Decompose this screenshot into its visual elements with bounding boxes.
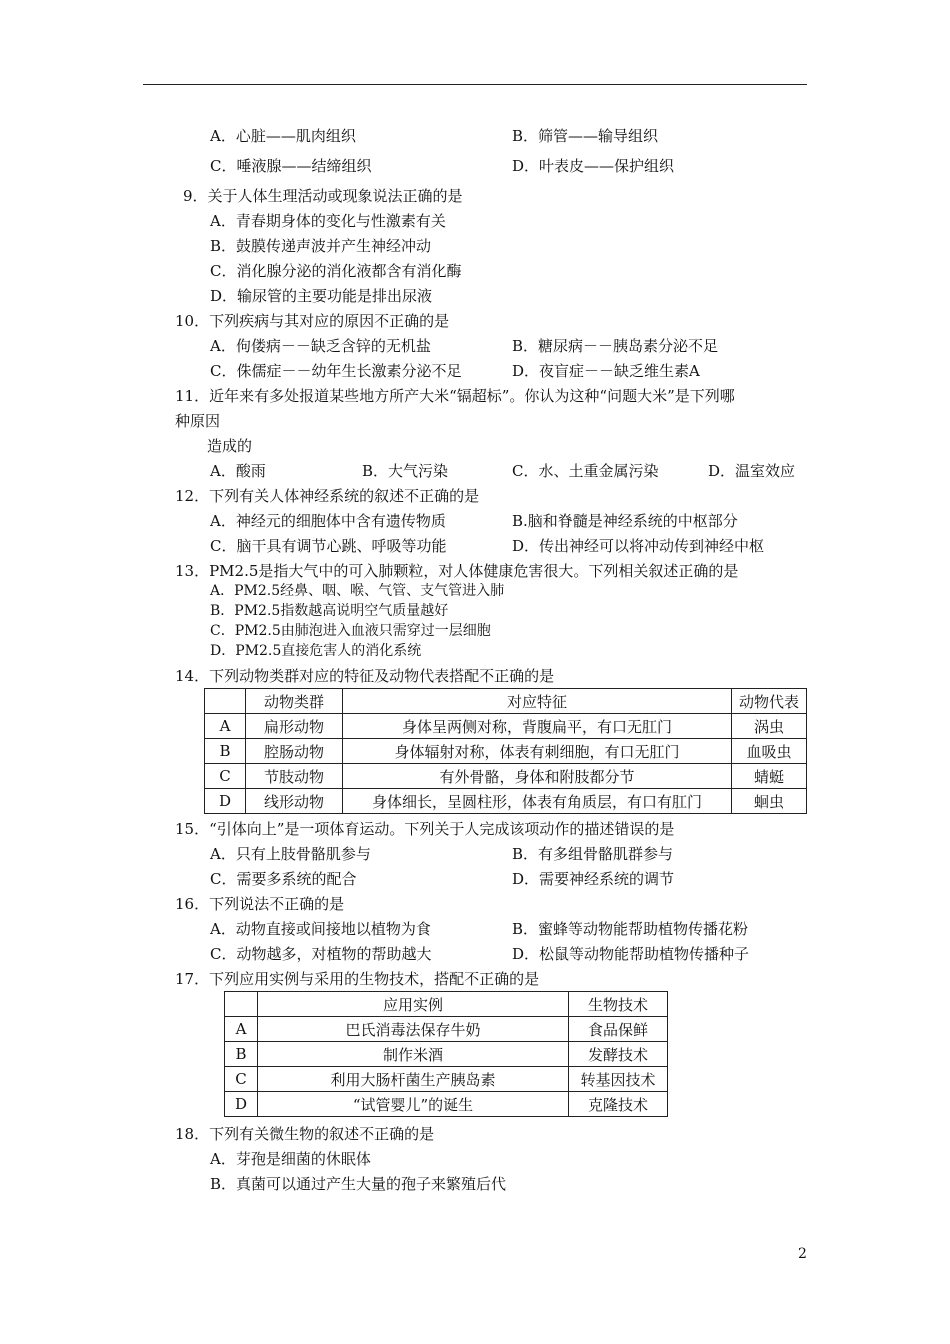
- table-row: [225, 1067, 668, 1092]
- q9-option-d: D．输尿管的主要功能是排出尿液: [210, 287, 433, 305]
- table-row: [205, 789, 807, 814]
- table-header-cell: 动物类群: [246, 689, 343, 714]
- q10-option-d: D．夜盲症－－缺乏维生素A: [512, 362, 700, 380]
- q15-option-b: B．有多组骨骼肌群参与: [512, 845, 674, 863]
- table-cell: C: [205, 764, 246, 789]
- q8-option-b: B．筛管——输导组织: [512, 127, 659, 145]
- table-header-cell: 应用实例: [258, 992, 569, 1017]
- q16-stem: 16．下列说法不正确的是: [175, 895, 345, 913]
- table-header-cell: [225, 992, 258, 1017]
- table-row: [205, 739, 807, 764]
- q13-option-c: C．PM2.5由肺泡进入血液只需穿过一层细胞: [210, 623, 491, 639]
- table-cell: 有外骨骼，身体和附肢都分节: [343, 764, 732, 789]
- q12-option-b: B.脑和脊髓是神经系统的中枢部分: [512, 512, 738, 530]
- q18-option-b: B．真菌可以通过产生大量的孢子来繁殖后代: [210, 1175, 507, 1193]
- table-cell: 血吸虫: [732, 739, 807, 764]
- table-cell: 线形动物: [246, 789, 343, 814]
- table-row: [205, 764, 807, 789]
- q15-stem: 15．“引体向上”是一项体育运动。下列关于人完成该项动作的描述错误的是: [175, 820, 675, 838]
- q9-option-a: A．青春期身体的变化与性激素有关: [210, 212, 446, 230]
- q13-option-a: A．PM2.5经鼻、咽、喉、气管、支气管进入肺: [210, 583, 505, 599]
- q11-stem-line3: 造成的: [207, 437, 253, 455]
- table-cell: 蜻蜓: [732, 764, 807, 789]
- q12-option-d: D．传出神经可以将冲动传到神经中枢: [512, 537, 765, 555]
- q18-stem: 18．下列有关微生物的叙述不正确的是: [175, 1125, 435, 1143]
- q17-table: [224, 991, 668, 1117]
- header-rule: [143, 84, 807, 85]
- q16-option-d: D．松鼠等动物能帮助植物传播种子: [512, 945, 750, 963]
- table-cell: A: [225, 1017, 258, 1042]
- table-cell: 腔肠动物: [246, 739, 343, 764]
- table-cell: 食品保鲜: [569, 1017, 668, 1042]
- q8-option-a: A．心脏——肌肉组织: [210, 127, 356, 145]
- q18-option-a: A．芽孢是细菌的休眠体: [210, 1150, 371, 1168]
- table-cell: 涡虫: [732, 714, 807, 739]
- table-row: [225, 1092, 668, 1117]
- table-row: [205, 714, 807, 739]
- table-header-row: [205, 689, 807, 714]
- q14-table: [204, 688, 807, 814]
- table-header-cell: 对应特征: [343, 689, 732, 714]
- table-cell: D: [225, 1092, 258, 1117]
- table-cell: 身体辐射对称，体表有刺细胞，有口无肛门: [343, 739, 732, 764]
- q10-option-c: C．侏儒症－－幼年生长激素分泌不足: [210, 362, 462, 380]
- table-header-cell: 生物技术: [569, 992, 668, 1017]
- q10-option-a: A．佝偻病－－缺乏含锌的无机盐: [210, 337, 431, 355]
- table-cell: B: [225, 1042, 258, 1067]
- q12-option-c: C．脑干具有调节心跳、呼吸等功能: [210, 537, 447, 555]
- table-cell: “试管婴儿”的诞生: [258, 1092, 569, 1117]
- table-row: [225, 1017, 668, 1042]
- table-cell: 巴氏消毒法保存牛奶: [258, 1017, 569, 1042]
- q15-option-a: A．只有上肢骨骼肌参与: [210, 845, 371, 863]
- q16-option-a: A．动物直接或间接地以植物为食: [210, 920, 431, 938]
- table-cell: 转基因技术: [569, 1067, 668, 1092]
- q11-stem-line1: 11．近年来有多处报道某些地方所产大米“镉超标”。你认为这种“问题大米”是下列哪: [175, 387, 735, 405]
- table-cell: 蛔虫: [732, 789, 807, 814]
- q10-option-b: B．糖尿病－－胰岛素分泌不足: [512, 337, 719, 355]
- q11-option-d: D．温室效应: [708, 462, 796, 480]
- table-cell: 制作米酒: [258, 1042, 569, 1067]
- q13-option-d: D．PM2.5直接危害人的消化系统: [210, 643, 422, 659]
- table-cell: A: [205, 714, 246, 739]
- q15-option-c: C．需要多系统的配合: [210, 870, 357, 888]
- table-header-cell: [205, 689, 246, 714]
- q16-option-c: C．动物越多，对植物的帮助越大: [210, 945, 432, 963]
- table-cell: B: [205, 739, 246, 764]
- q15-option-d: D．需要神经系统的调节: [512, 870, 675, 888]
- table-cell: 节肢动物: [246, 764, 343, 789]
- q16-option-b: B．蜜蜂等动物能帮助植物传播花粉: [512, 920, 749, 938]
- q9-option-b: B．鼓膜传递声波并产生神经冲动: [210, 237, 432, 255]
- table-cell: 身体呈两侧对称，背腹扁平，有口无肛门: [343, 714, 732, 739]
- q10-stem: 10．下列疾病与其对应的原因不正确的是: [175, 312, 450, 330]
- q8-option-c: C．唾液腺——结缔组织: [210, 157, 372, 175]
- q13-stem: 13．PM2.5是指大气中的可入肺颗粒，对人体健康危害很大。下列相关叙述正确的是: [175, 562, 739, 580]
- table-cell: 发酵技术: [569, 1042, 668, 1067]
- table-cell: 身体细长，呈圆柱形，体表有角质层，有口有肛门: [343, 789, 732, 814]
- q14-stem: 14．下列动物类群对应的特征及动物代表搭配不正确的是: [175, 667, 555, 685]
- q11-option-c: C．水、土重金属污染: [512, 462, 659, 480]
- table-header-row: [225, 992, 668, 1017]
- q8-option-d: D．叶表皮——保护组织: [512, 157, 675, 175]
- table-cell: C: [225, 1067, 258, 1092]
- q17-stem: 17．下列应用实例与采用的生物技术，搭配不正确的是: [175, 970, 540, 988]
- q12-stem: 12．下列有关人体神经系统的叙述不正确的是: [175, 487, 480, 505]
- page-number: 2: [798, 1246, 807, 1262]
- table-cell: 利用大肠杆菌生产胰岛素: [258, 1067, 569, 1092]
- table-header-cell: 动物代表: [732, 689, 807, 714]
- table-cell: 扁形动物: [246, 714, 343, 739]
- q9-stem: 9．关于人体生理活动或现象说法正确的是: [183, 187, 463, 205]
- q11-option-b: B．大气污染: [362, 462, 449, 480]
- q12-option-a: A．神经元的细胞体中含有遗传物质: [210, 512, 446, 530]
- q11-stem-line2: 种原因: [175, 412, 221, 430]
- q13-option-b: B．PM2.5指数越高说明空气质量越好: [210, 603, 449, 619]
- table-row: [225, 1042, 668, 1067]
- table-cell: D: [205, 789, 246, 814]
- q11-option-a: A．酸雨: [210, 462, 266, 480]
- q9-option-c: C．消化腺分泌的消化液都含有消化酶: [210, 262, 462, 280]
- table-cell: 克隆技术: [569, 1092, 668, 1117]
